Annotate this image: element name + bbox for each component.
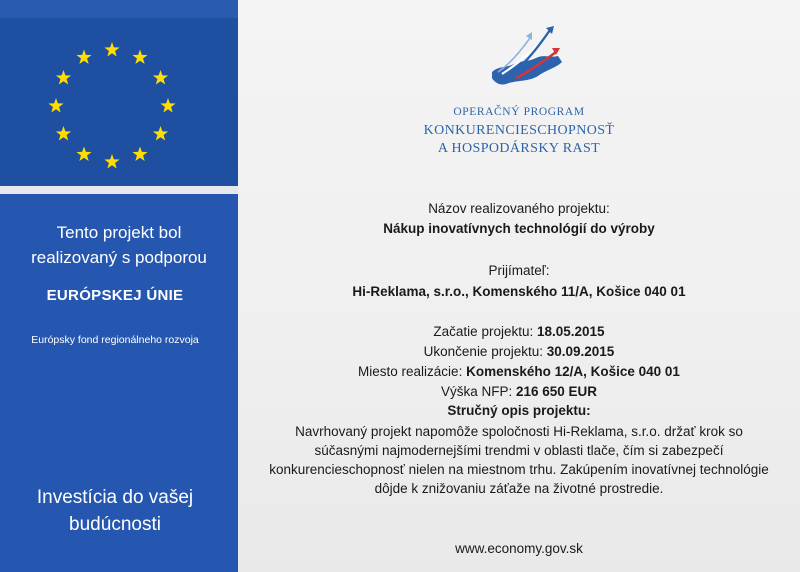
program-label: OPERAČNÝ PROGRAM (453, 106, 585, 118)
start-value: 18.05.2015 (537, 324, 605, 339)
footer-url[interactable]: www.economy.gov.sk (455, 541, 583, 556)
union-name: EURÓPSKEJ ÚNIE (46, 287, 184, 304)
place-value: Komenského 12/A, Košice 040 01 (466, 364, 680, 379)
eu-star-icon (104, 42, 119, 56)
eu-star-icon (104, 154, 119, 168)
eu-panel (0, 0, 238, 572)
panel-top-edge (0, 0, 238, 18)
eu-star-icon (48, 98, 63, 112)
eu-star-icon (76, 147, 91, 161)
program-name (238, 122, 800, 158)
fund-name: Európsky fond regionálneho rozvoja (31, 334, 199, 346)
eu-star-icon (153, 70, 168, 84)
eu-flag (0, 18, 238, 184)
flag-separator (0, 186, 238, 194)
eu-star-icon (153, 126, 168, 140)
project-name-label: Názov realizovaného projektu: (428, 201, 610, 216)
summary-text: Navrhovaný projekt napomôže spoločnosti Hi-Reklama, s.r.o. držať krok so súčasnými najmodernejšími trendmi v oblasti tlače, čím si zabezpečí konkurencieschopnosť nielen na miestnom trhu. Zakúpením inovatívnej technológie dôjde k znižovaniu záťaže na životné prostredie. (269, 424, 769, 496)
project-name-value: Nákup inovatívnych technológií do výroby (383, 221, 655, 236)
place-row (238, 364, 800, 379)
end-row (238, 344, 800, 359)
recipient-value: Hi-Reklama, s.r.o., Komenského 11/A, Košice 040 01 (352, 284, 686, 299)
nfp-row (238, 384, 800, 399)
start-row (238, 324, 800, 339)
support-text: Tento projekt bol realizovaný s podporou (31, 223, 207, 267)
nfp-value: 216 650 EUR (515, 384, 598, 399)
end-label: Ukončenie projektu: (423, 344, 543, 359)
eu-star-icon (132, 147, 147, 161)
motto: Investícia do vašej budúcnosti (36, 487, 194, 535)
summary-label: Stručný opis projektu: (447, 403, 591, 418)
eu-star-icon (56, 70, 71, 84)
eu-star-icon (160, 98, 175, 112)
program-name-line1: KONKURENCIESCHOPNOSŤ (423, 123, 615, 138)
eu-star-icon (76, 50, 91, 64)
recipient-label: Prijímateľ: (488, 263, 550, 278)
eu-star-icon (56, 126, 71, 140)
eu-star-icon (132, 50, 147, 64)
start-label: Začatie projektu: (433, 324, 534, 339)
nfp-label: Výška NFP: (440, 384, 513, 399)
end-value: 30.09.2015 (546, 344, 615, 359)
slovakia-map-arrows-icon (488, 22, 568, 92)
place-label: Miesto realizácie: (358, 364, 463, 379)
eu-stars-icon (0, 18, 238, 184)
program-name-line2: A HOSPODÁRSKY RAST (437, 141, 601, 156)
project-panel (238, 0, 800, 572)
